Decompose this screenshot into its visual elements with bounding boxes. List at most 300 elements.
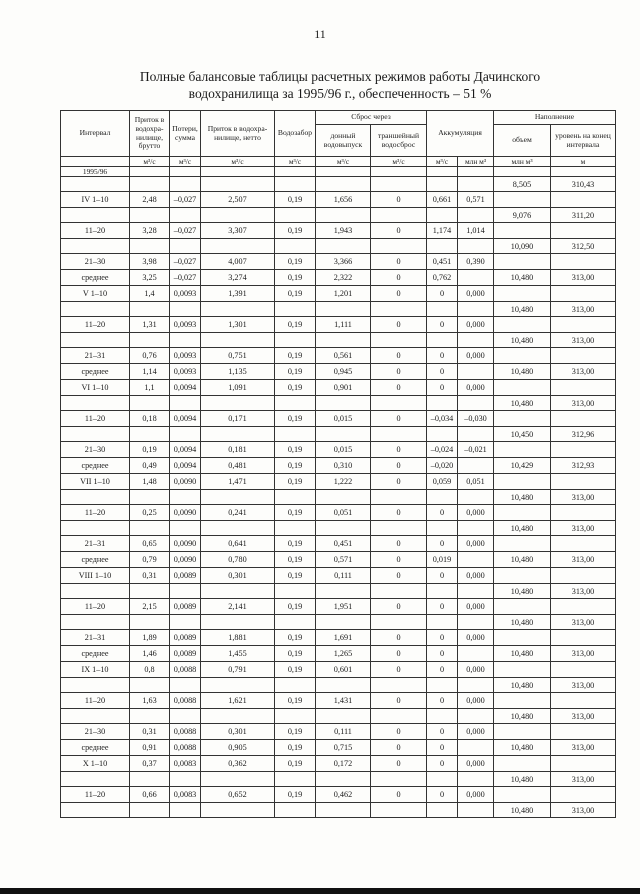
level-cell: 313,00 [551, 396, 616, 411]
spillway-cell: 0 [371, 693, 427, 709]
acc-volume-cell: 0,000 [458, 536, 494, 552]
empty-cell [201, 396, 275, 411]
header-inflow-net: Приток в водохра-нилище, нетто [201, 111, 275, 157]
withdrawal-cell: 0,19 [275, 552, 316, 568]
level-cell: 313,00 [551, 709, 616, 724]
level-cell: 313,00 [551, 803, 616, 818]
interval-row [61, 474, 616, 490]
losses-cell: 0,0094 [170, 380, 201, 396]
empty-cell [170, 396, 201, 411]
losses-cell: 0,0093 [170, 286, 201, 302]
losses-cell: 0,0094 [170, 442, 201, 458]
volume-cell: 10,090 [494, 239, 551, 254]
unit-inflow-net: м³/с [201, 157, 275, 167]
interval-cell: среднее [61, 364, 130, 380]
filling-row [61, 239, 616, 254]
empty-cell [458, 615, 494, 630]
inflow-gross-cell: 0,76 [130, 348, 170, 364]
empty-cell [170, 521, 201, 536]
withdrawal-cell: 0,19 [275, 599, 316, 615]
empty-cell [275, 521, 316, 536]
spillway-cell: 0 [371, 552, 427, 568]
interval-row [61, 599, 616, 615]
average-row [61, 740, 616, 756]
inflow-gross-cell: 0,18 [130, 411, 170, 427]
acc-volume-cell: 0,000 [458, 630, 494, 646]
volume-cell: 8,505 [494, 177, 551, 192]
filling-row [61, 490, 616, 505]
inflow-gross-cell: 1,14 [130, 364, 170, 380]
balance-table [60, 110, 616, 818]
filling-row [61, 333, 616, 348]
level-cell [551, 286, 616, 302]
spillway-cell: 0 [371, 270, 427, 286]
empty-cell [458, 396, 494, 411]
losses-cell: 0,0089 [170, 646, 201, 662]
empty-cell [458, 427, 494, 442]
level-cell [551, 411, 616, 427]
empty-cell [61, 772, 130, 787]
volume-cell [494, 192, 551, 208]
empty-cell [458, 772, 494, 787]
losses-cell: 0,0088 [170, 724, 201, 740]
level-cell [551, 474, 616, 490]
empty-cell [427, 803, 458, 818]
acc-rate-cell: 0 [427, 568, 458, 584]
empty-cell [201, 490, 275, 505]
withdrawal-cell: 0,19 [275, 223, 316, 239]
withdrawal-cell: 0,19 [275, 474, 316, 490]
losses-cell: 0,0093 [170, 348, 201, 364]
empty-cell [316, 427, 371, 442]
inflow-gross-cell: 1,48 [130, 474, 170, 490]
interval-cell: среднее [61, 270, 130, 286]
interval-cell: 11–20 [61, 599, 130, 615]
acc-rate-cell: 0 [427, 317, 458, 333]
document-title [60, 68, 620, 102]
losses-cell: 0,0088 [170, 693, 201, 709]
bottom-outlet-cell: 1,431 [316, 693, 371, 709]
level-cell [551, 787, 616, 803]
interval-cell: 21–31 [61, 536, 130, 552]
losses-cell: 0,0088 [170, 740, 201, 756]
inflow-net-cell: 0,241 [201, 505, 275, 521]
empty-cell [275, 177, 316, 192]
empty-cell [316, 490, 371, 505]
volume-cell [494, 411, 551, 427]
empty-cell [130, 803, 170, 818]
acc-volume-cell: 0,000 [458, 505, 494, 521]
empty-cell [170, 239, 201, 254]
empty-cell [316, 239, 371, 254]
unit-interval [61, 157, 130, 167]
spillway-cell: 0 [371, 364, 427, 380]
empty-cell [170, 678, 201, 693]
losses-cell: 0,0083 [170, 756, 201, 772]
bottom-outlet-cell: 1,201 [316, 286, 371, 302]
table-body [61, 167, 616, 818]
bottom-outlet-cell: 3,366 [316, 254, 371, 270]
header-inflow-gross: Приток в водохра-нилище, брутто [130, 111, 170, 157]
unit-acc-volume: млн м³ [458, 157, 494, 167]
filling-row [61, 584, 616, 599]
inflow-gross-cell: 1,31 [130, 317, 170, 333]
empty-cell [427, 521, 458, 536]
empty-cell [371, 521, 427, 536]
interval-cell: 21–31 [61, 348, 130, 364]
inflow-net-cell: 1,391 [201, 286, 275, 302]
acc-volume-cell: 0,000 [458, 348, 494, 364]
acc-rate-cell: 0 [427, 630, 458, 646]
volume-cell: 10,480 [494, 709, 551, 724]
withdrawal-cell: 0,19 [275, 740, 316, 756]
inflow-net-cell: 3,274 [201, 270, 275, 286]
acc-volume-cell: 0,000 [458, 724, 494, 740]
empty-cell [61, 521, 130, 536]
losses-cell: 0,0089 [170, 630, 201, 646]
withdrawal-cell: 0,19 [275, 192, 316, 208]
acc-volume-cell: –0,030 [458, 411, 494, 427]
inflow-net-cell: 0,481 [201, 458, 275, 474]
bottom-outlet-cell: 2,322 [316, 270, 371, 286]
empty-cell [371, 803, 427, 818]
empty-cell [201, 333, 275, 348]
bottom-outlet-cell: 0,945 [316, 364, 371, 380]
losses-cell: 0,0083 [170, 787, 201, 803]
scan-bottom-edge [0, 888, 640, 894]
acc-volume-cell: 0,000 [458, 787, 494, 803]
acc-volume-cell: 0,000 [458, 286, 494, 302]
volume-cell [494, 505, 551, 521]
average-row [61, 646, 616, 662]
empty-cell [316, 772, 371, 787]
acc-rate-cell: 0,762 [427, 270, 458, 286]
empty-cell [170, 177, 201, 192]
volume-cell: 10,480 [494, 270, 551, 286]
empty-cell [458, 584, 494, 599]
bottom-outlet-cell: 0,051 [316, 505, 371, 521]
volume-cell [494, 317, 551, 333]
empty-cell [427, 678, 458, 693]
volume-cell: 10,450 [494, 427, 551, 442]
empty-cell [371, 709, 427, 724]
level-cell: 313,00 [551, 552, 616, 568]
bottom-outlet-cell: 1,265 [316, 646, 371, 662]
acc-volume-cell: 0,000 [458, 599, 494, 615]
empty-cell [61, 177, 130, 192]
inflow-net-cell: 0,791 [201, 662, 275, 678]
level-cell: 313,00 [551, 333, 616, 348]
average-row [61, 364, 616, 380]
unit-acc-rate: м³/с [427, 157, 458, 167]
level-cell [551, 568, 616, 584]
empty-cell [458, 302, 494, 317]
empty-cell [130, 490, 170, 505]
inflow-net-cell: 1,135 [201, 364, 275, 380]
acc-rate-cell: 0 [427, 787, 458, 803]
empty-cell [458, 678, 494, 693]
bottom-outlet-cell: 0,715 [316, 740, 371, 756]
interval-cell: 21–30 [61, 724, 130, 740]
empty-cell [201, 208, 275, 223]
unit-volume: млн м³ [494, 157, 551, 167]
volume-cell: 10,480 [494, 521, 551, 536]
header-volume: объем [494, 125, 551, 157]
inflow-gross-cell: 0,49 [130, 458, 170, 474]
empty-cell [61, 208, 130, 223]
losses-cell: 0,0094 [170, 411, 201, 427]
inflow-gross-cell: 0,25 [130, 505, 170, 521]
interval-cell: V 1–10 [61, 286, 130, 302]
empty-cell [316, 678, 371, 693]
empty-cell [371, 208, 427, 223]
acc-rate-cell: –0,034 [427, 411, 458, 427]
bottom-outlet-cell: 0,601 [316, 662, 371, 678]
inflow-net-cell: 1,301 [201, 317, 275, 333]
volume-cell [494, 348, 551, 364]
empty-cell [170, 803, 201, 818]
interval-row [61, 286, 616, 302]
interval-row [61, 348, 616, 364]
losses-cell: 0,0090 [170, 505, 201, 521]
inflow-net-cell: 0,362 [201, 756, 275, 772]
acc-rate-cell: 0 [427, 599, 458, 615]
interval-cell: VII 1–10 [61, 474, 130, 490]
acc-volume-cell: 0,571 [458, 192, 494, 208]
spillway-cell: 0 [371, 348, 427, 364]
volume-cell [494, 568, 551, 584]
interval-row [61, 787, 616, 803]
volume-cell [494, 474, 551, 490]
inflow-net-cell: 0,780 [201, 552, 275, 568]
level-cell: 310,43 [551, 177, 616, 192]
acc-volume-cell: 0,000 [458, 693, 494, 709]
empty-cell [275, 302, 316, 317]
acc-rate-cell: 0 [427, 536, 458, 552]
losses-cell: 0,0093 [170, 317, 201, 333]
inflow-net-cell: 3,307 [201, 223, 275, 239]
volume-cell [494, 599, 551, 615]
empty-cell [275, 427, 316, 442]
level-cell: 313,00 [551, 678, 616, 693]
empty-cell [201, 772, 275, 787]
inflow-net-cell: 1,455 [201, 646, 275, 662]
interval-row [61, 317, 616, 333]
level-cell [551, 317, 616, 333]
losses-cell: –0,027 [170, 254, 201, 270]
level-cell: 313,00 [551, 302, 616, 317]
level-cell: 312,96 [551, 427, 616, 442]
inflow-gross-cell: 2,48 [130, 192, 170, 208]
level-cell [551, 693, 616, 709]
volume-cell: 10,480 [494, 740, 551, 756]
empty-cell [130, 239, 170, 254]
inflow-gross-cell: 1,1 [130, 380, 170, 396]
level-cell: 313,00 [551, 364, 616, 380]
empty-cell [316, 584, 371, 599]
empty-cell [458, 333, 494, 348]
losses-cell: 0,0090 [170, 552, 201, 568]
unit-level: м [551, 157, 616, 167]
empty-cell [427, 208, 458, 223]
empty-cell [427, 333, 458, 348]
interval-cell: среднее [61, 740, 130, 756]
acc-volume-cell: 0,000 [458, 380, 494, 396]
empty-cell [316, 803, 371, 818]
header-withdrawal: Водозабор [275, 111, 316, 157]
acc-volume-cell [458, 552, 494, 568]
volume-cell: 10,480 [494, 584, 551, 599]
empty-cell [458, 208, 494, 223]
inflow-net-cell: 0,905 [201, 740, 275, 756]
empty-cell [130, 678, 170, 693]
inflow-gross-cell: 0,91 [130, 740, 170, 756]
inflow-gross-cell: 1,4 [130, 286, 170, 302]
spillway-cell: 0 [371, 787, 427, 803]
empty-cell [130, 615, 170, 630]
level-cell [551, 348, 616, 364]
filling-row [61, 709, 616, 724]
bottom-outlet-cell: 0,172 [316, 756, 371, 772]
empty-cell [61, 615, 130, 630]
empty-cell [427, 239, 458, 254]
inflow-net-cell: 0,652 [201, 787, 275, 803]
acc-rate-cell: 0 [427, 662, 458, 678]
empty-cell [458, 709, 494, 724]
inflow-net-cell: 0,181 [201, 442, 275, 458]
empty-cell [170, 208, 201, 223]
empty-cell [275, 490, 316, 505]
empty-cell [170, 490, 201, 505]
losses-cell: –0,027 [170, 223, 201, 239]
interval-cell: 21–30 [61, 254, 130, 270]
empty-cell [371, 615, 427, 630]
empty-cell [371, 302, 427, 317]
level-cell: 312,50 [551, 239, 616, 254]
acc-volume-cell [458, 458, 494, 474]
level-cell: 313,00 [551, 584, 616, 599]
empty-cell [61, 709, 130, 724]
bottom-outlet-cell: 1,111 [316, 317, 371, 333]
spillway-cell: 0 [371, 458, 427, 474]
spillway-cell: 0 [371, 317, 427, 333]
withdrawal-cell: 0,19 [275, 568, 316, 584]
empty-cell [458, 239, 494, 254]
level-cell: 313,00 [551, 740, 616, 756]
acc-rate-cell: 0 [427, 348, 458, 364]
empty-cell [371, 678, 427, 693]
bottom-outlet-cell: 1,951 [316, 599, 371, 615]
volume-cell [494, 536, 551, 552]
acc-volume-cell: 0,051 [458, 474, 494, 490]
header-filling: Наполнение [494, 111, 616, 125]
interval-row [61, 630, 616, 646]
level-cell [551, 599, 616, 615]
level-cell: 313,00 [551, 772, 616, 787]
bottom-outlet-cell: 1,943 [316, 223, 371, 239]
empty-cell [275, 584, 316, 599]
inflow-net-cell: 0,301 [201, 724, 275, 740]
acc-volume-cell: 0,390 [458, 254, 494, 270]
inflow-net-cell: 0,171 [201, 411, 275, 427]
empty-cell [61, 333, 130, 348]
inflow-gross-cell: 3,98 [130, 254, 170, 270]
volume-cell: 10,480 [494, 396, 551, 411]
bottom-outlet-cell: 0,561 [316, 348, 371, 364]
inflow-gross-cell: 0,31 [130, 724, 170, 740]
losses-cell: 0,0094 [170, 458, 201, 474]
withdrawal-cell: 0,19 [275, 348, 316, 364]
level-cell: 313,00 [551, 270, 616, 286]
spillway-cell: 0 [371, 474, 427, 490]
interval-row [61, 536, 616, 552]
interval-cell: IV 1–10 [61, 192, 130, 208]
withdrawal-cell: 0,19 [275, 286, 316, 302]
spillway-cell: 0 [371, 740, 427, 756]
interval-cell: IX 1–10 [61, 662, 130, 678]
volume-cell [494, 442, 551, 458]
acc-volume-cell [458, 270, 494, 286]
losses-cell: 0,0093 [170, 364, 201, 380]
interval-cell: 11–20 [61, 223, 130, 239]
inflow-gross-cell: 3,28 [130, 223, 170, 239]
empty-cell [316, 208, 371, 223]
interval-row [61, 380, 616, 396]
interval-cell: 21–31 [61, 630, 130, 646]
empty-cell [275, 208, 316, 223]
volume-cell [494, 724, 551, 740]
level-cell [551, 724, 616, 740]
empty-cell [316, 333, 371, 348]
average-row [61, 270, 616, 286]
level-cell [551, 662, 616, 678]
interval-row [61, 192, 616, 208]
inflow-gross-cell: 1,46 [130, 646, 170, 662]
empty-cell [61, 803, 130, 818]
empty-cell [170, 772, 201, 787]
interval-cell: среднее [61, 552, 130, 568]
inflow-gross-cell: 1,63 [130, 693, 170, 709]
empty-cell [170, 333, 201, 348]
filling-row [61, 208, 616, 223]
empty-cell [371, 333, 427, 348]
withdrawal-cell: 0,19 [275, 364, 316, 380]
empty-cell [170, 427, 201, 442]
empty-cell [170, 709, 201, 724]
inflow-net-cell: 1,471 [201, 474, 275, 490]
bottom-outlet-cell: 1,691 [316, 630, 371, 646]
filling-row [61, 803, 616, 818]
empty-cell [371, 772, 427, 787]
volume-cell: 10,480 [494, 803, 551, 818]
acc-volume-cell [458, 740, 494, 756]
spillway-cell: 0 [371, 286, 427, 302]
empty-cell [275, 239, 316, 254]
acc-volume-cell: 1,014 [458, 223, 494, 239]
level-cell [551, 192, 616, 208]
empty-cell [427, 772, 458, 787]
empty-cell [130, 333, 170, 348]
filling-row [61, 521, 616, 536]
withdrawal-cell: 0,19 [275, 693, 316, 709]
withdrawal-cell: 0,19 [275, 458, 316, 474]
acc-rate-cell: –0,020 [427, 458, 458, 474]
level-cell [551, 630, 616, 646]
empty-cell [201, 615, 275, 630]
level-cell [551, 756, 616, 772]
acc-rate-cell: 1,174 [427, 223, 458, 239]
inflow-net-cell: 0,301 [201, 568, 275, 584]
